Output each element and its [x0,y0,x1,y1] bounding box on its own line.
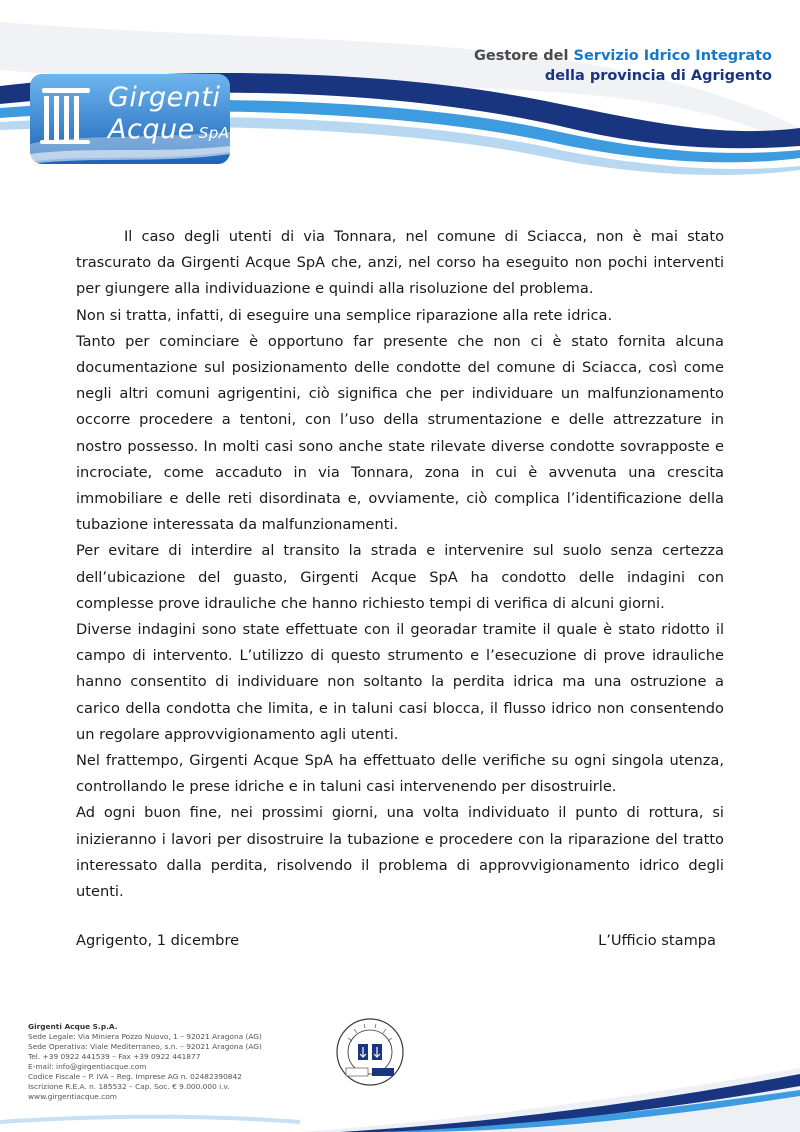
paragraph-2: Non si tratta, infatti, di eseguire una semplice riparazione alla rete idrica. [76,306,613,324]
company-logo [30,74,230,170]
footer-company-name: Girgenti Acque S.p.A. [28,1022,118,1031]
header-tagline-line2: della provincia di Agrigento [544,68,772,84]
paragraph-7: Ad ogni buon fine, nei prossimi giorni, una volta individuato il punto di rottura, si inizieranno i lavori per disostruire la tubazione e procedere con la riparazione del tratto interessato dalla perdita, risolvendo il problema di approvvigionamento idrico degli utenti. [76,804,724,901]
logo-word-acque-text: Acque [108,114,195,145]
letter-body [76,224,724,905]
footer-line: www.girgentiacque.com [28,1092,117,1101]
footer-company-info [28,1022,348,1102]
logo-word-acque [108,114,230,145]
letter-closing [76,932,716,949]
footer-line: Sede Operativa: Viale Mediterraneo, s.n. – 92021 Aragona (AG) [28,1042,262,1051]
logo-word-girgenti: Girgenti [108,82,221,113]
footer-line: Sede Legale: Via Miniera Pozzo Nuovo, 1 – 92021 Aragona (AG) [28,1032,262,1041]
paragraph-3: Tanto per cominciare è opportuno far presente che non ci è stato fornita alcuna documentazione sul posizionamento delle condotte del comune di Sciacca, così come negli altri comuni agrigentini, ciò significa che per individuare un malfunzionamento occorre procedere a tentoni, con l’uso della strumentazione e delle attrezzature in nostro possesso. In molti casi sono anche state rilevate diverse condotte sovrapposte e incrociate, come accaduto in via Tonnara, zona in cui è avvenuta una crescita immobiliare e delle reti disordinata e, ovviamente, ciò complica l’identificazione della tubazione interessata da malfunzionamenti. [76,332,724,534]
tagline-prefix: Gestore del [474,48,574,64]
paragraph-5: Diverse indagini sono state effettuate con il georadar tramite il quale è stato ridotto il campo di intervento. L’utilizzo di questo strumento e l’esecuzione di prove idrauliche hanno consentito di individuare non soltanto la perdita idrica ma una ostruzione a carico della condotta che limita, e in taluni casi blocca, il flusso idrico non consentendo un regolare approvvigionamento agli utenti. [76,621,724,743]
footer-line: Tel. +39 0922 441539 – Fax +39 0922 441877 [28,1052,201,1061]
footer-line: E-mail: info@girgentiacque.com [28,1062,147,1071]
header-tagline-line1 [474,48,772,64]
footer-line: Codice Fiscale – P. IVA – Reg. Imprese AG n. 02482390842 [28,1072,242,1081]
footer-line: Iscrizione R.E.A. n. 185532 – Cap. Soc. € 9.000.000 i.v. [28,1082,230,1091]
tagline-service: Servizio Idrico Integrato [573,48,772,64]
place-date: Agrigento, 1 dicembre [76,932,240,949]
paragraph-6: Nel frattempo, Girgenti Acque SpA ha effettuato delle verifiche su ogni singola utenza, controllando le prese idriche e in taluni casi intervenendo per disostruirle. [76,752,724,796]
logo-word-spa: SpA [198,124,230,142]
paragraph-1: Il caso degli utenti di via Tonnara, nel comune di Sciacca, non è mai stato trascurato da Girgenti Acque SpA che, anzi, nel corso ha eseguito non pochi interventi per giungere alla individuazione e quindi alla risoluzione del problema. [76,228,724,298]
certification-seal-icon [332,1016,408,1092]
paragraph-4: Per evitare di interdire al transito la strada e intervenire sul suolo senza certezza dell’ubicazione del guasto, Girgenti Acque SpA ha condotto delle indagini con complesse prove idrauliche che hanno richiesto tempi di verifica di alcuni giorni. [76,542,724,612]
signature: L’Ufficio stampa [598,932,716,949]
